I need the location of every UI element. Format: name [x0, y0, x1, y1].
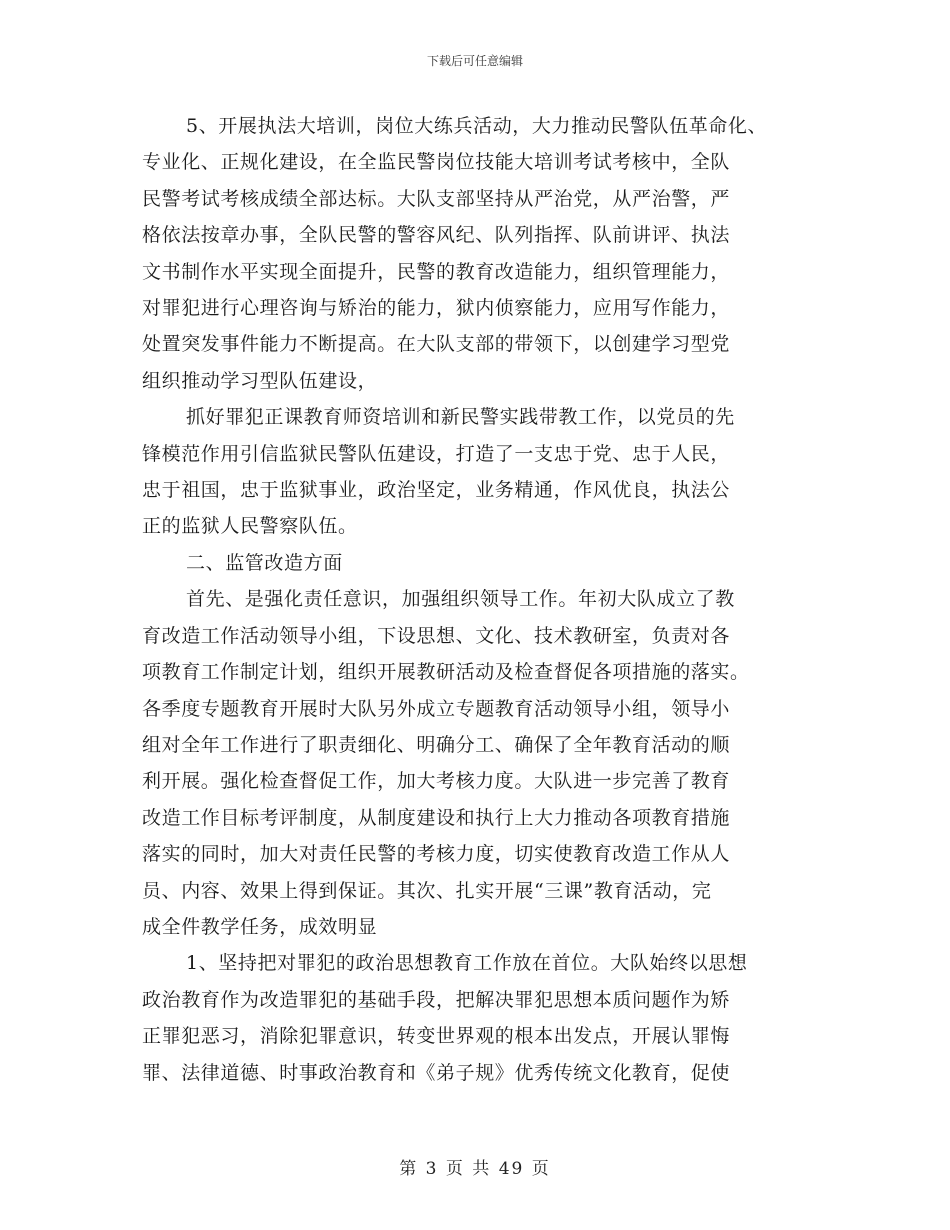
paragraph-line: 对罪犯进行心理咨询与矫治的能力，狱内侦察能力，应用写作能力， — [142, 297, 731, 320]
paragraph-line: 组对全年工作进行了职责细化、明确分工、确保了全年教育活动的顺 — [142, 733, 731, 756]
paragraph-line: 项教育工作制定计划，组织开展教研活动及检查督促各项措施的落实。 — [142, 661, 750, 684]
paragraph-line: 格依法按章办事，全队民警的警容风纪、队列指挥、队前讲评、执法 — [142, 224, 731, 247]
paragraph-line: 政治教育作为改造罪犯的基础手段，把解决罪犯思想本质问题作为矫 — [142, 988, 731, 1011]
paragraph-line: 首先、是强化责任意识，加强组织领导工作。年初大队成立了教 — [186, 588, 735, 611]
paragraph-line: 成全件教学任务，成效明显 — [142, 915, 378, 938]
document-body — [142, 108, 812, 1091]
paragraph-line: 各季度专题教育开展时大队另外成立专题教育活动领导小组，领导小 — [142, 697, 731, 720]
paragraph-line: 正的监狱人民警察队伍。 — [142, 515, 358, 538]
paragraph-line: 1、坚持把对罪犯的政治思想教育工作放在首位。大队始终以思想 — [186, 952, 748, 975]
header-note: 下载后可任意编辑 — [426, 54, 523, 68]
section-heading: 二、监管改造方面 — [186, 551, 343, 574]
paragraph-line: 专业化、正规化建设，在全监民警岗位技能大培训考试考核中，全队 — [142, 151, 731, 174]
paragraph-line: 民警考试考核成绩全部达标。大队支部坚持从严治党，从严治警，严 — [142, 187, 731, 210]
paragraph-line: 文书制作水平实现全面提升，民警的教育改造能力，组织管理能力， — [142, 260, 731, 283]
paragraph-line: 改造工作目标考评制度，从制度建设和执行上大力推动各项教育措施 — [142, 806, 731, 829]
paragraph-line: 锋模范作用引信监狱民警队伍建设，打造了一支忠于党、忠于人民， — [142, 442, 731, 465]
page-number: 第 3 页 共 49 页 — [399, 1159, 551, 1179]
paragraph-line: 抓好罪犯正课教育师资培训和新民警实践带教工作，以党员的先 — [186, 406, 735, 429]
paragraph-line: 正罪犯恶习，消除犯罪意识，转变世界观的根本出发点，开展认罪悔 — [142, 1025, 731, 1048]
paragraph-line: 员、内容、效果上得到保证。其次、扎实开展“三课”教育活动，完 — [142, 879, 712, 902]
paragraph-line: 落实的同时，加大对责任民警的考核力度，切实使教育改造工作从人 — [142, 843, 731, 866]
paragraph-line: 5、开展执法大培训，岗位大练兵活动，大力推动民警队伍革命化、 — [186, 115, 768, 137]
paragraph-line: 处置突发事件能力不断提高。在大队支部的带领下，以创建学习型党 — [142, 333, 731, 356]
paragraph-line: 利开展。强化检查督促工作，加大考核力度。大队进一步完善了教育 — [142, 770, 731, 793]
paragraph-line: 罪、法律道德、时事政治教育和《弟子规》优秀传统文化教育，促使 — [142, 1061, 731, 1084]
paragraph-line: 忠于祖国，忠于监狱事业，政治坚定，业务精通，作风优良，执法公 — [142, 479, 731, 502]
paragraph-line: 组织推动学习型队伍建设， — [142, 369, 378, 392]
paragraph-line: 育改造工作活动领导小组，下设思想、文化、技术教研室，负责对各 — [142, 624, 731, 647]
